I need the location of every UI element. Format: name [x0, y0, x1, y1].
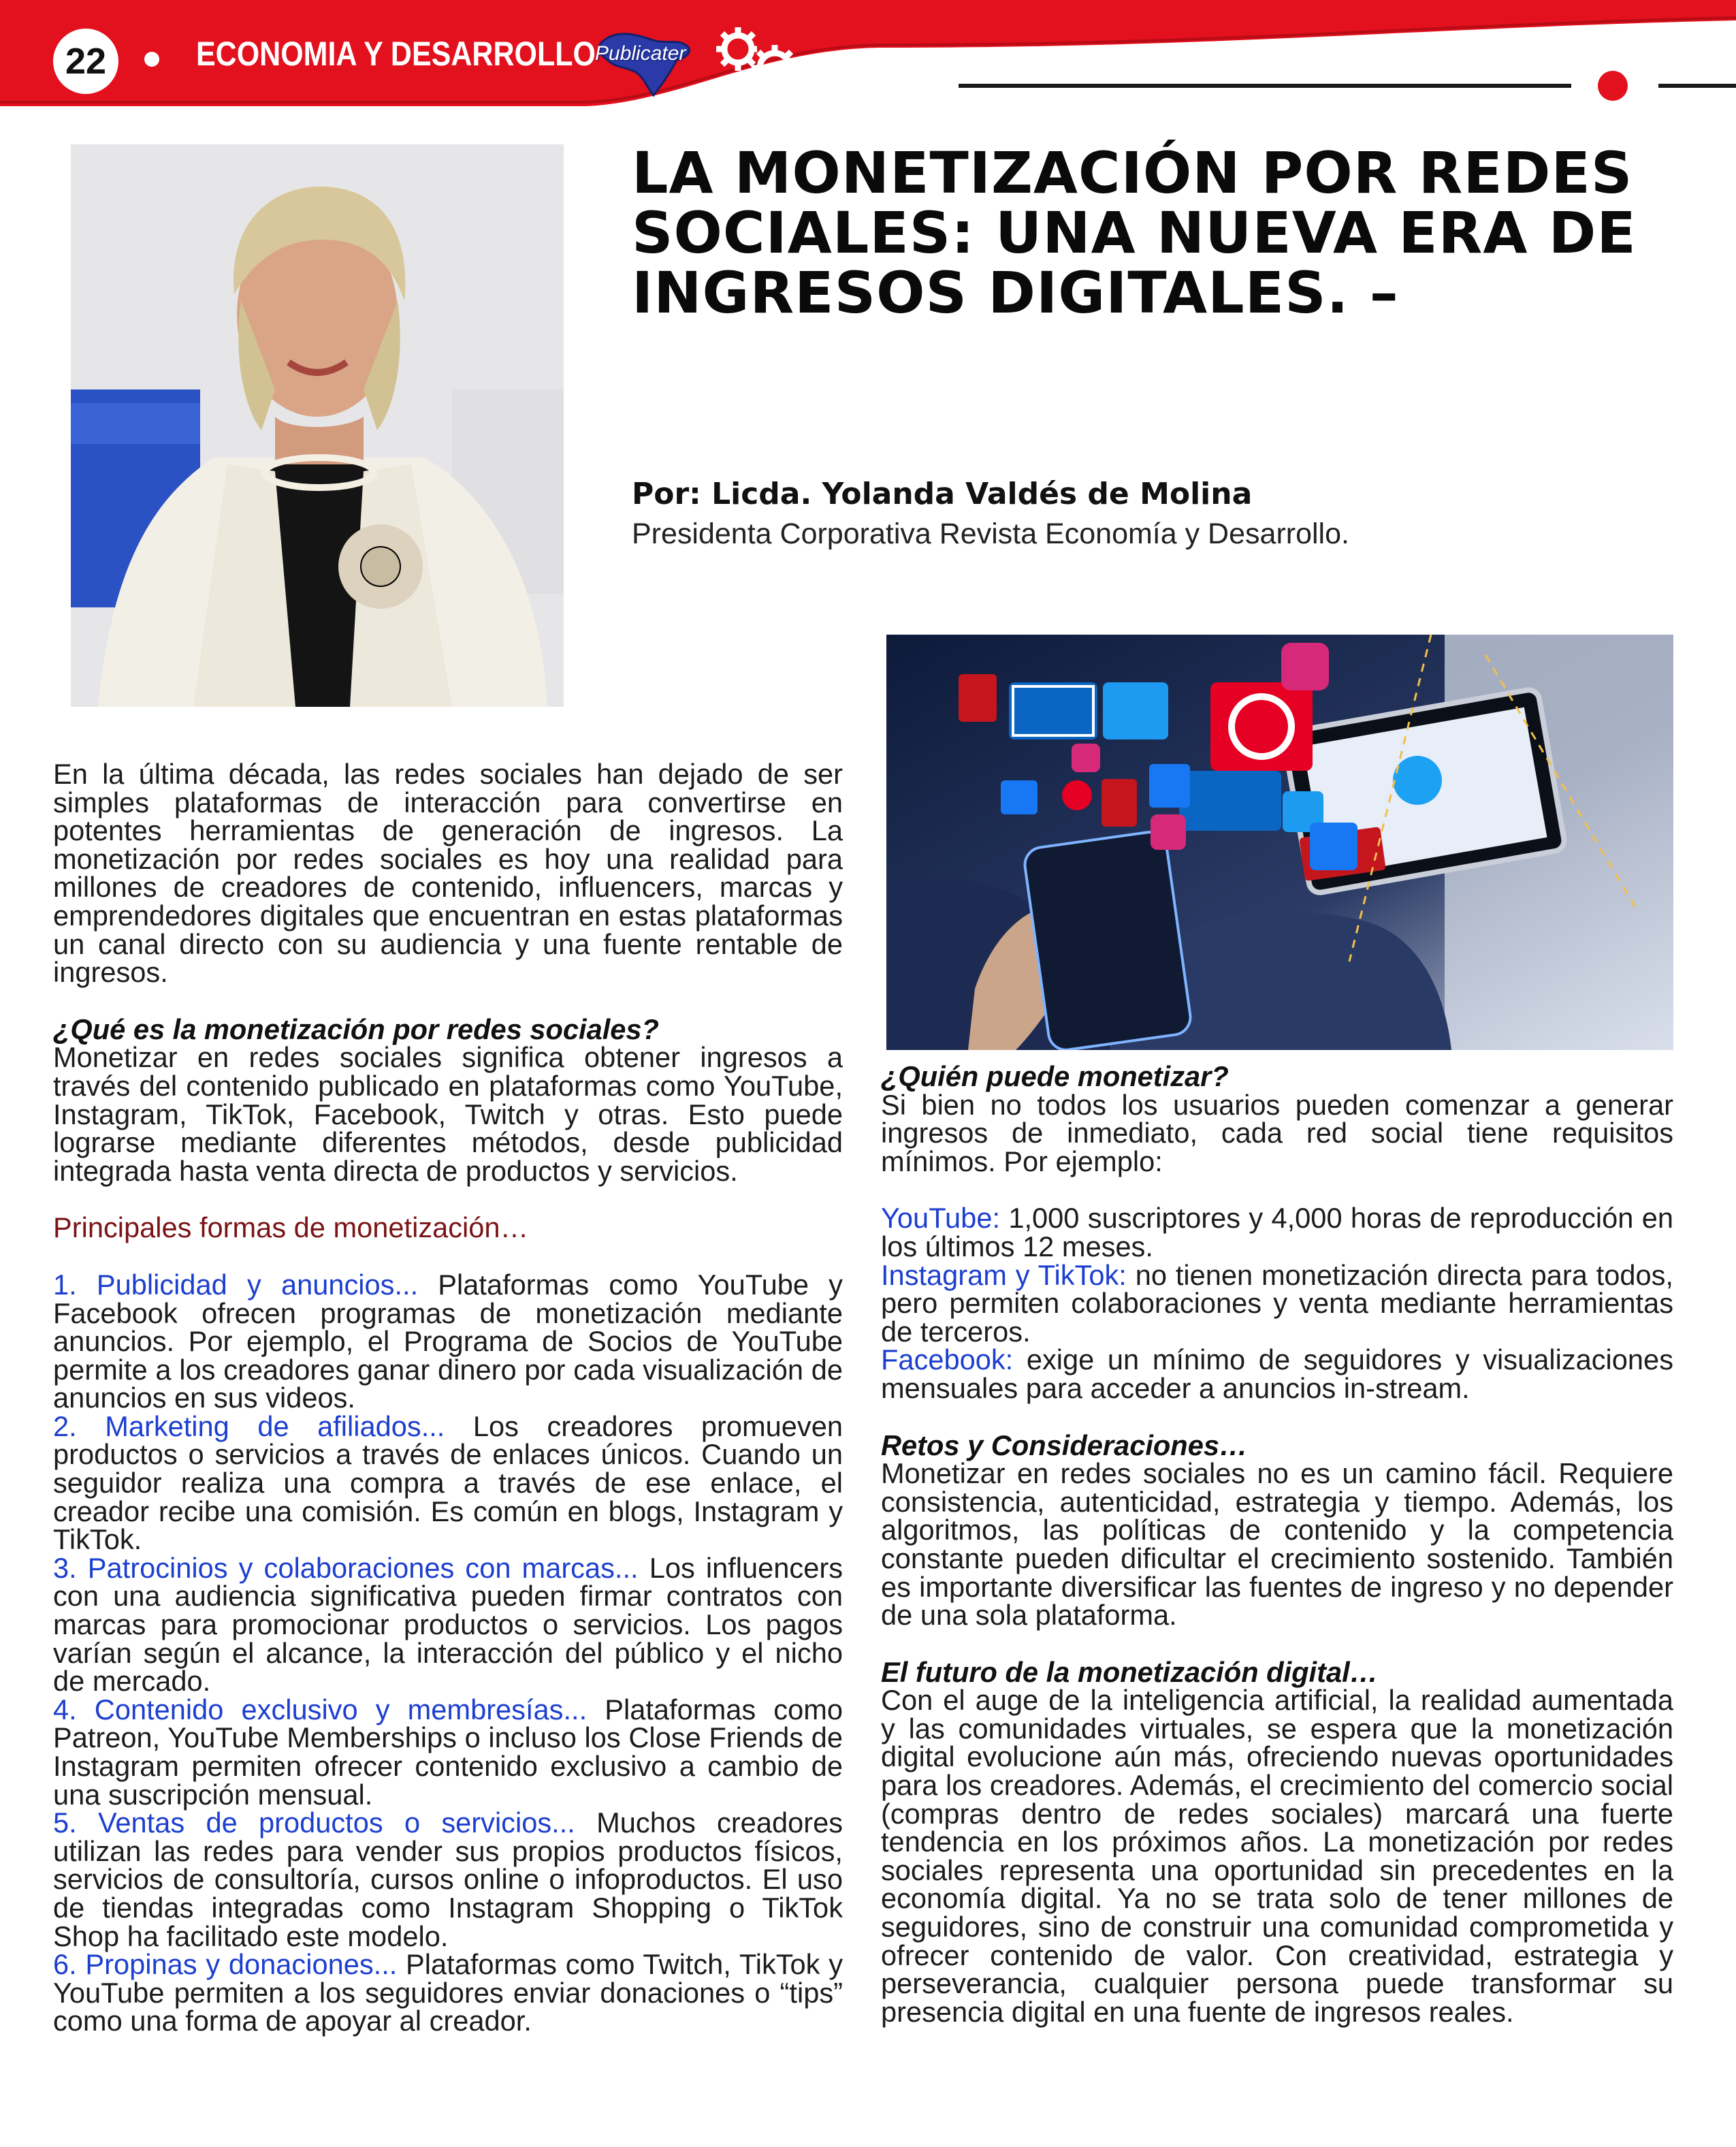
requirement-label: Facebook: — [881, 1343, 1014, 1376]
list-item — [53, 1551, 843, 1698]
list-item — [53, 1693, 843, 1811]
header-red-dot — [1598, 71, 1628, 101]
list-item — [53, 1268, 843, 1414]
item-text: Plataformas como Patreon, YouTube Memberships o incluso los Close Friends de Instagram permiten ofrecer contenido exclusivo a cambio de una suscripción mensual. — [53, 1693, 843, 1811]
forms-heading: Principales formas de monetización… — [53, 1211, 529, 1244]
challenges-paragraph: Monetizar en redes sociales no es un camino fácil. Requiere consistencia, autenticidad, estrategia y tiempo. Además, los algoritmos, las políticas de contenido y la competencia constante pueden dificultar el crecimiento sostenido. También es importante diversificar las fuentes de ingreso y no depender de una sola plataforma. — [881, 1457, 1673, 1632]
item-text: Muchos creadores utilizan las redes para vender sus propios productos físicos, servicios de consultoría, cursos online o infoproductos. El uso de tiendas integradas como Instagram Shopping o TikTok Shop ha facilitado este modelo. — [53, 1807, 843, 1952]
heading-challenges: Retos y Consideraciones… — [881, 1429, 1248, 1461]
list-item — [53, 1950, 843, 2035]
social-media-photo — [886, 635, 1673, 1050]
left-column — [53, 760, 843, 2035]
item-label: 1. Publicidad y anuncios... — [53, 1268, 419, 1301]
gears-icon — [712, 23, 801, 94]
what-is-paragraph: Monetizar en redes sociales significa obtener ingresos a través del contenido publicado en plataformas como YouTube, Instagram, TikTok, Facebook, Twitch y otras. Esto puede lograrse mediante diferentes métodos, desde publicidad integrada hasta venta directa de productos y servicios. — [53, 1041, 843, 1187]
article-title: LA MONETIZACIÓN POR REDES SOCIALES: UNA NUEVA ERA DE INGRESOS DIGITALES. – — [632, 140, 1637, 326]
header-rule — [959, 84, 1571, 88]
item-text: Los creadores promueven productos o servicios a través de enlaces únicos. Cuando un seguidor realiza una compra a través de ese enlace, el creador recibe una comisión. Es común en blogs, Instagram y TikTok. — [53, 1410, 843, 1556]
requirement-text: no tienen monetización directa para todos, pero permiten colaboraciones y venta mediante herramientas de terceros. — [881, 1258, 1673, 1348]
requirement-item — [881, 1258, 1673, 1348]
heading-future: El futuro de la monetización digital… — [881, 1655, 1379, 1688]
item-text: Plataformas como YouTube y Facebook ofrecen programas de monetización mediante anuncios. Por ejemplo, el Programa de Socios de YouTube permite a los creadores ganar dinero por cada visualización de anuncios en sus videos. — [53, 1268, 843, 1414]
list-item — [53, 1412, 843, 1554]
item-text: Los influencers con una audiencia significativa pueden firmar contratos con marcas para promocionar productos o servicios. Los pagos varían según el alcance, la interacción del público y el nicho de mercado. — [53, 1551, 843, 1698]
author-role: Presidenta Corporativa Revista Economía y Desarrollo. — [632, 518, 1349, 550]
requirement-item — [881, 1204, 1673, 1260]
item-label: 2. Marketing de afiliados... — [53, 1410, 445, 1442]
heading-what-is: ¿Qué es la monetización por redes sociales? — [53, 1013, 659, 1045]
requirement-label: YouTube: — [881, 1202, 1001, 1235]
requirement-item — [881, 1343, 1673, 1404]
item-label: 6. Propinas y donaciones... — [53, 1948, 398, 1981]
page-number: 22 — [53, 29, 118, 94]
intro-paragraph: En la última década, las redes sociales han dejado de ser simples plataformas de interacción para convertirse en potentes herramientas de generación de ingresos. La monetización por redes sociales es hoy una realidad para millones de creadores de contenido, influencers, marcas y emprendedores digitales que encuentran en estas plataformas un canal directo con su audiencia y una fuente rentable de ingresos. — [53, 758, 843, 989]
requirement-text: 1,000 suscriptores y 4,000 horas de reproducción en los últimos 12 meses. — [881, 1202, 1673, 1262]
byline: Por: Licda. Yolanda Valdés de Molina — [632, 477, 1253, 511]
right-column — [881, 1062, 1673, 2026]
future-paragraph: Con el auge de la inteligencia artificial, la realidad aumentada y las comunidades virtuales, se espera que la monetización digital evolucione aún más, ofreciendo nuevas oportunidades para los creadores. Además, el crecimiento del comercio social (compras dentro de redes sociales) marcará una fuerte tendencia en los próximos años. La monetización por redes sociales representa una oportunidad sin precedentes en la economía digital. Ya no se trata solo de tener millones de seguidores, sino de construir una comunidad comprometida y ofrecer contenido de valor. Con creatividad, estrategia y perseverancia, cualquier persona puede transformar su presencia digital en una fuente de ingresos reales. — [881, 1684, 1673, 2028]
logo-text: Publicater — [595, 42, 686, 65]
list-item — [53, 1809, 843, 1950]
item-label: 3. Patrocinios y colaboraciones con marcas... — [53, 1551, 639, 1584]
heading-who-can: ¿Quién puede monetizar? — [881, 1060, 1229, 1092]
author-photo — [71, 144, 564, 707]
who-can-paragraph: Si bien no todos los usuarios pueden comenzar a generar ingresos de inmediato, cada red social tiene requisitos mínimos. Por ejemplo: — [881, 1088, 1673, 1177]
separator-dot — [144, 52, 159, 67]
item-label: 5. Ventas de productos o servicios... — [53, 1807, 575, 1839]
section-title: ECONOMIA Y DESARROLLO — [196, 35, 596, 73]
item-text: Plataformas como Twitch, TikTok y YouTube permiten a los seguidores enviar donaciones o “tips” como una forma de apoyar al creador. — [53, 1948, 843, 2037]
requirement-text: exige un mínimo de seguidores y visualizaciones mensuales para acceder a anuncios in-stream. — [881, 1343, 1673, 1404]
header-rule-right — [1658, 84, 1736, 88]
requirement-label: Instagram y TikTok: — [881, 1258, 1127, 1291]
item-label: 4. Contenido exclusivo y membresías... — [53, 1693, 588, 1725]
twitter-icon — [1377, 750, 1472, 818]
